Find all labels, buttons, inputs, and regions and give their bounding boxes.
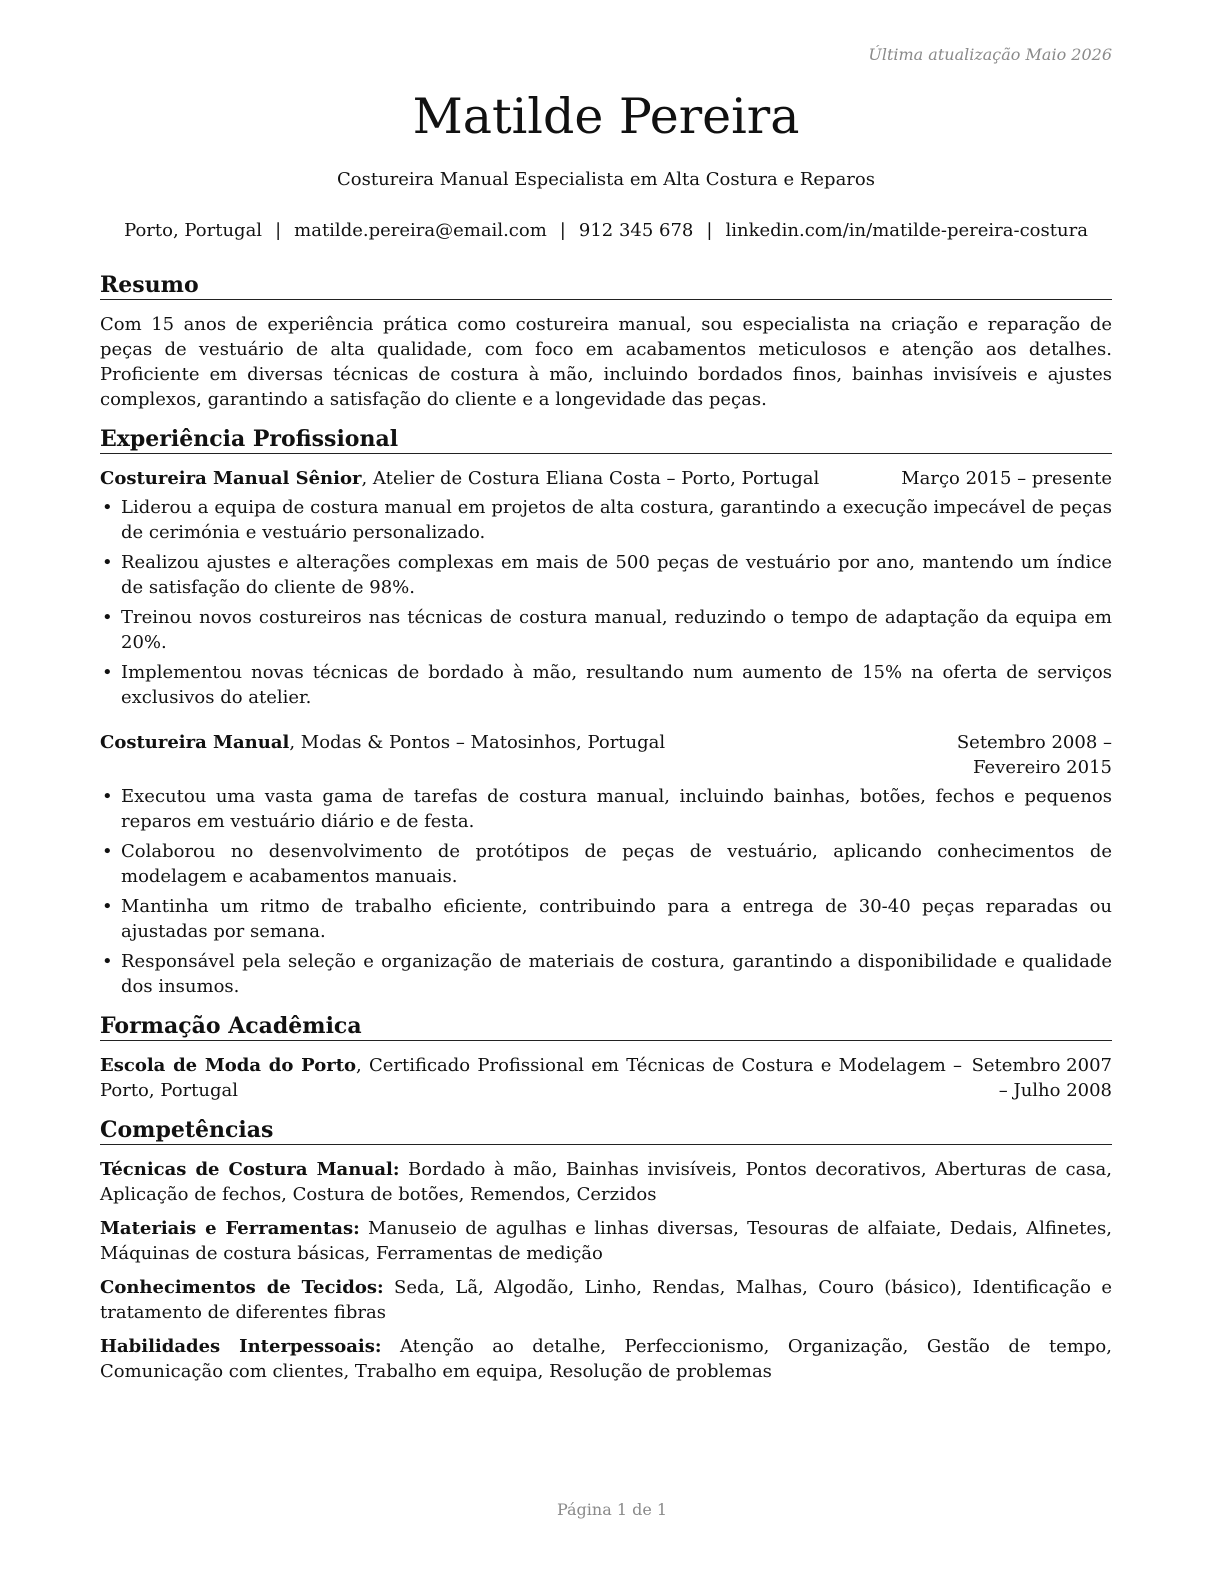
job-bullet	[100, 550, 1112, 600]
job-bullet	[100, 894, 1112, 944]
job-header	[100, 730, 1112, 780]
education-detail: , Certificado Profissional em Técnicas de Costura e Modelagem – Porto, Portugal	[100, 1055, 963, 1101]
person-name: Matilde Pereira	[412, 88, 800, 145]
bullet-text: Responsável pela seleção e organização de materiais de costura, garantindo a disponibilidade e qualidade dos insumos.	[121, 951, 1112, 997]
job-entry	[100, 730, 1112, 999]
contact-email[interactable]: matilde.pereira@email.com	[294, 220, 547, 241]
job-bullet	[100, 784, 1112, 834]
contact-line	[100, 219, 1112, 243]
job-company: , Atelier de Costura Eliana Costa – Porto, Portugal	[361, 468, 820, 489]
bullet-dot: •	[102, 896, 113, 917]
bullet-dot: •	[102, 951, 113, 972]
section-title-summary: Resumo	[100, 272, 1112, 300]
bullet-dot: •	[102, 607, 113, 628]
job-bullet	[100, 949, 1112, 999]
contact-phone: 912 345 678	[578, 220, 694, 241]
skill-label: Técnicas de Costura Manual:	[100, 1159, 400, 1180]
job-bullet	[100, 605, 1112, 655]
job-entry	[100, 466, 1112, 710]
summary-text: Com 15 anos de experiência prática como costureira manual, sou especialista na criação e reparação de peças de vestuário de alta qualidade, com foco em acabamentos meticulosos e atenção aos detalhes. Proficiente em diversas técnicas de costura à mão, incluindo bordados finos, bainhas invisíveis e ajustes complexos, garantindo a satisfação do cliente e a longevidade das peças.	[100, 314, 1112, 410]
bullet-text: Mantinha um ritmo de trabalho eficiente, contribuindo para a entrega de 30-40 peças reparadas ou ajustadas por semana.	[121, 896, 1112, 942]
bullet-dot: •	[102, 497, 113, 518]
bullet-dot: •	[102, 786, 113, 807]
job-title-line	[100, 730, 872, 755]
job-bullets	[100, 784, 1112, 999]
bullet-text: Treinou novos costureiros nas técnicas de costura manual, reduzindo o tempo de adaptação da equipa em 20%.	[121, 607, 1112, 653]
last-updated: Última atualização Maio 2026	[868, 45, 1112, 64]
job-bullet	[100, 660, 1112, 710]
contact-separator: |	[275, 220, 282, 241]
job-role: Costureira Manual Sênior	[100, 468, 362, 489]
section-summary	[100, 272, 1112, 412]
skill-value: Atenção ao detalhe, Perfeccionismo, Organização, Gestão de tempo, Comunicação com clientes, Trabalho em equipa, Resolução de problemas	[100, 1336, 1112, 1382]
skill-item	[100, 1334, 1112, 1384]
section-experience	[100, 426, 1112, 999]
skill-item	[100, 1275, 1112, 1325]
skill-value: Bordado à mão, Bainhas invisíveis, Pontos decorativos, Aberturas de casa, Aplicação de fechos, Costura de botões, Remendos, Cerzidos	[100, 1159, 1113, 1205]
job-header	[100, 466, 1112, 491]
page-number: Página 1 de 1	[556, 1500, 668, 1519]
contact-location: Porto, Portugal	[124, 220, 263, 241]
contact-separator: |	[706, 220, 713, 241]
section-skills	[100, 1117, 1112, 1384]
bullet-dot: •	[102, 841, 113, 862]
skill-label: Conhecimentos de Tecidos:	[100, 1277, 384, 1298]
skill-label: Materiais e Ferramentas:	[100, 1218, 360, 1239]
bullet-dot: •	[102, 662, 113, 683]
headline: Costureira Manual Especialista em Alta Costura e Reparos	[337, 169, 875, 190]
skill-label: Habilidades Interpessoais:	[100, 1336, 382, 1357]
bullet-text: Realizou ajustes e alterações complexas em mais de 500 peças de vestuário por ano, mantendo um índice de satisfação do cliente de 98%.	[121, 552, 1112, 598]
bullet-dot: •	[102, 552, 113, 573]
section-title-skills: Competências	[100, 1117, 1112, 1145]
resume-content	[100, 272, 1112, 1393]
skill-value: Manuseio de agulhas e linhas diversas, Tesouras de alfaiate, Dedais, Alfinetes, Máquinas de costura básicas, Ferramentas de medição	[100, 1218, 1113, 1264]
contact-linkedin[interactable]: linkedin.com/in/matilde-pereira-costura	[725, 220, 1088, 241]
job-title-line	[100, 466, 901, 491]
job-dates: Março 2015 – presente	[901, 468, 1112, 489]
education-dates: Setembro 2007 – Julho 2008	[971, 1055, 1112, 1101]
job-bullets	[100, 495, 1112, 710]
education-title-line	[100, 1053, 962, 1103]
job-bullet	[100, 495, 1112, 545]
skill-item	[100, 1216, 1112, 1266]
job-company: , Modas & Pontos – Matosinhos, Portugal	[289, 732, 666, 753]
job-role: Costureira Manual	[100, 732, 290, 753]
section-education	[100, 1013, 1112, 1103]
contact-separator: |	[559, 220, 566, 241]
education-entry	[100, 1053, 1112, 1103]
skill-item	[100, 1157, 1112, 1207]
job-dates: Setembro 2008 – Fevereiro 2015	[956, 732, 1112, 778]
job-bullet	[100, 839, 1112, 889]
education-school: Escola de Moda do Porto	[100, 1055, 357, 1076]
skill-value: Seda, Lã, Algodão, Linho, Rendas, Malhas, Couro (básico), Identificação e tratamento de diferentes fibras	[100, 1277, 1112, 1323]
bullet-text: Colaborou no desenvolvimento de protótipos de peças de vestuário, aplicando conhecimentos de modelagem e acabamentos manuais.	[121, 841, 1112, 887]
section-title-experience: Experiência Profissional	[100, 426, 1112, 454]
bullet-text: Implementou novas técnicas de bordado à mão, resultando num aumento de 15% na oferta de serviços exclusivos do atelier.	[121, 662, 1112, 708]
section-title-education: Formação Acadêmica	[100, 1013, 1112, 1041]
bullet-text: Executou uma vasta gama de tarefas de costura manual, incluindo bainhas, botões, fechos e pequenos reparos em vestuário diário e de festa.	[121, 786, 1112, 832]
bullet-text: Liderou a equipa de costura manual em projetos de alta costura, garantindo a execução impecável de peças de cerimónia e vestuário personalizado.	[121, 497, 1112, 543]
